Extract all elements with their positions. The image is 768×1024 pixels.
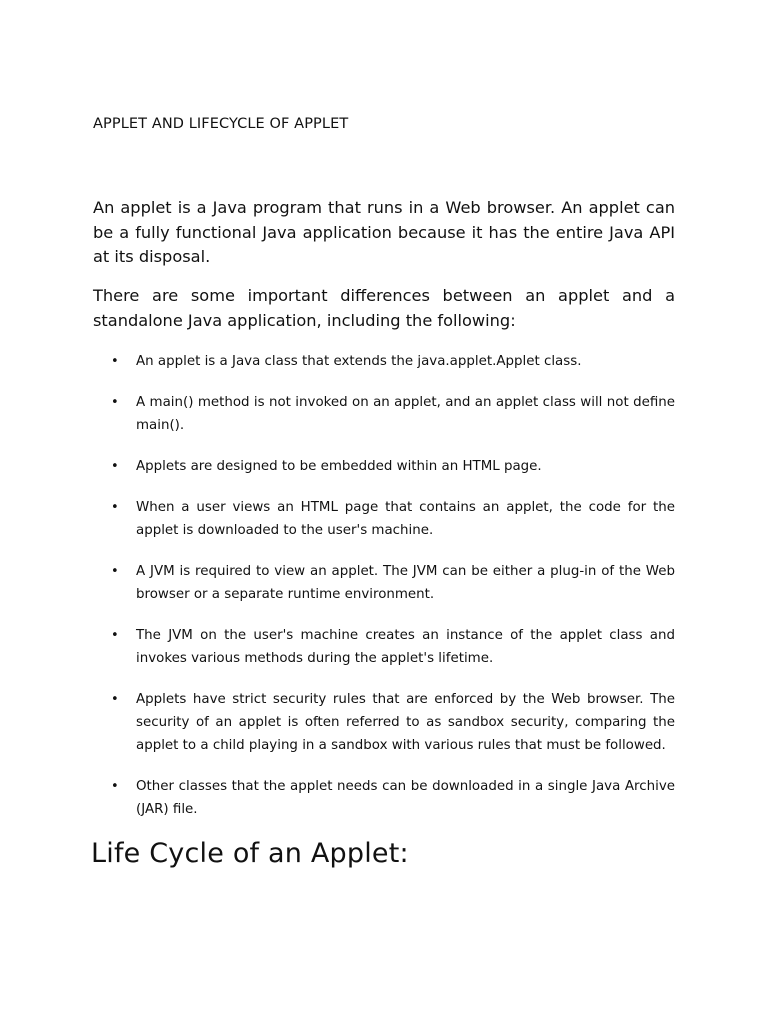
- list-item-text: Applets have strict security rules that are enforced by the Web browser. The security of an applet is often referred to as sandbox security, comparing the applet to a child playing in a sandbox with various rules that must be followed.: [136, 692, 675, 753]
- bullet-icon: •: [111, 779, 119, 794]
- document-title: APPLET AND LIFECYCLE OF APPLET: [93, 116, 349, 132]
- bullet-icon: •: [111, 692, 119, 707]
- section-heading: Life Cycle of an Applet:: [91, 838, 409, 869]
- list-item: [93, 688, 675, 757]
- bullet-icon: •: [111, 395, 119, 410]
- bullet-icon: •: [111, 564, 119, 579]
- list-item-text: Applets are designed to be embedded within an HTML page.: [136, 459, 542, 474]
- list-item: [93, 496, 675, 542]
- list-item: [93, 391, 675, 437]
- list-item-text: A main() method is not invoked on an applet, and an applet class will not define main().: [136, 395, 675, 433]
- intro-paragraph: An applet is a Java program that runs in a Web browser. An applet can be a fully functional Java application because it has the entire Java API at its disposal.: [93, 198, 675, 266]
- bullet-icon: •: [111, 459, 119, 474]
- list-item-text: An applet is a Java class that extends the java.applet.Applet class.: [136, 354, 582, 369]
- bullet-icon: •: [111, 500, 119, 515]
- list-item: [93, 624, 675, 670]
- list-item: [93, 455, 675, 478]
- list-item-text: When a user views an HTML page that contains an applet, the code for the applet is downloaded to the user's machine.: [136, 500, 675, 538]
- differences-intro-paragraph: There are some important differences between an applet and a standalone Java application, including the following:: [93, 286, 675, 330]
- list-item-text: The JVM on the user's machine creates an instance of the applet class and invokes various methods during the applet's lifetime.: [136, 628, 675, 666]
- list-item: [93, 775, 675, 821]
- list-item-text: Other classes that the applet needs can be downloaded in a single Java Archive (JAR) file.: [136, 779, 675, 817]
- document-page: [93, 0, 675, 1024]
- differences-list: [93, 350, 675, 839]
- bullet-icon: •: [111, 354, 119, 369]
- list-item-text: A JVM is required to view an applet. The JVM can be either a plug-in of the Web browser or a separate runtime environment.: [136, 564, 675, 602]
- list-item: [93, 350, 675, 373]
- list-item: [93, 560, 675, 606]
- bullet-icon: •: [111, 628, 119, 643]
